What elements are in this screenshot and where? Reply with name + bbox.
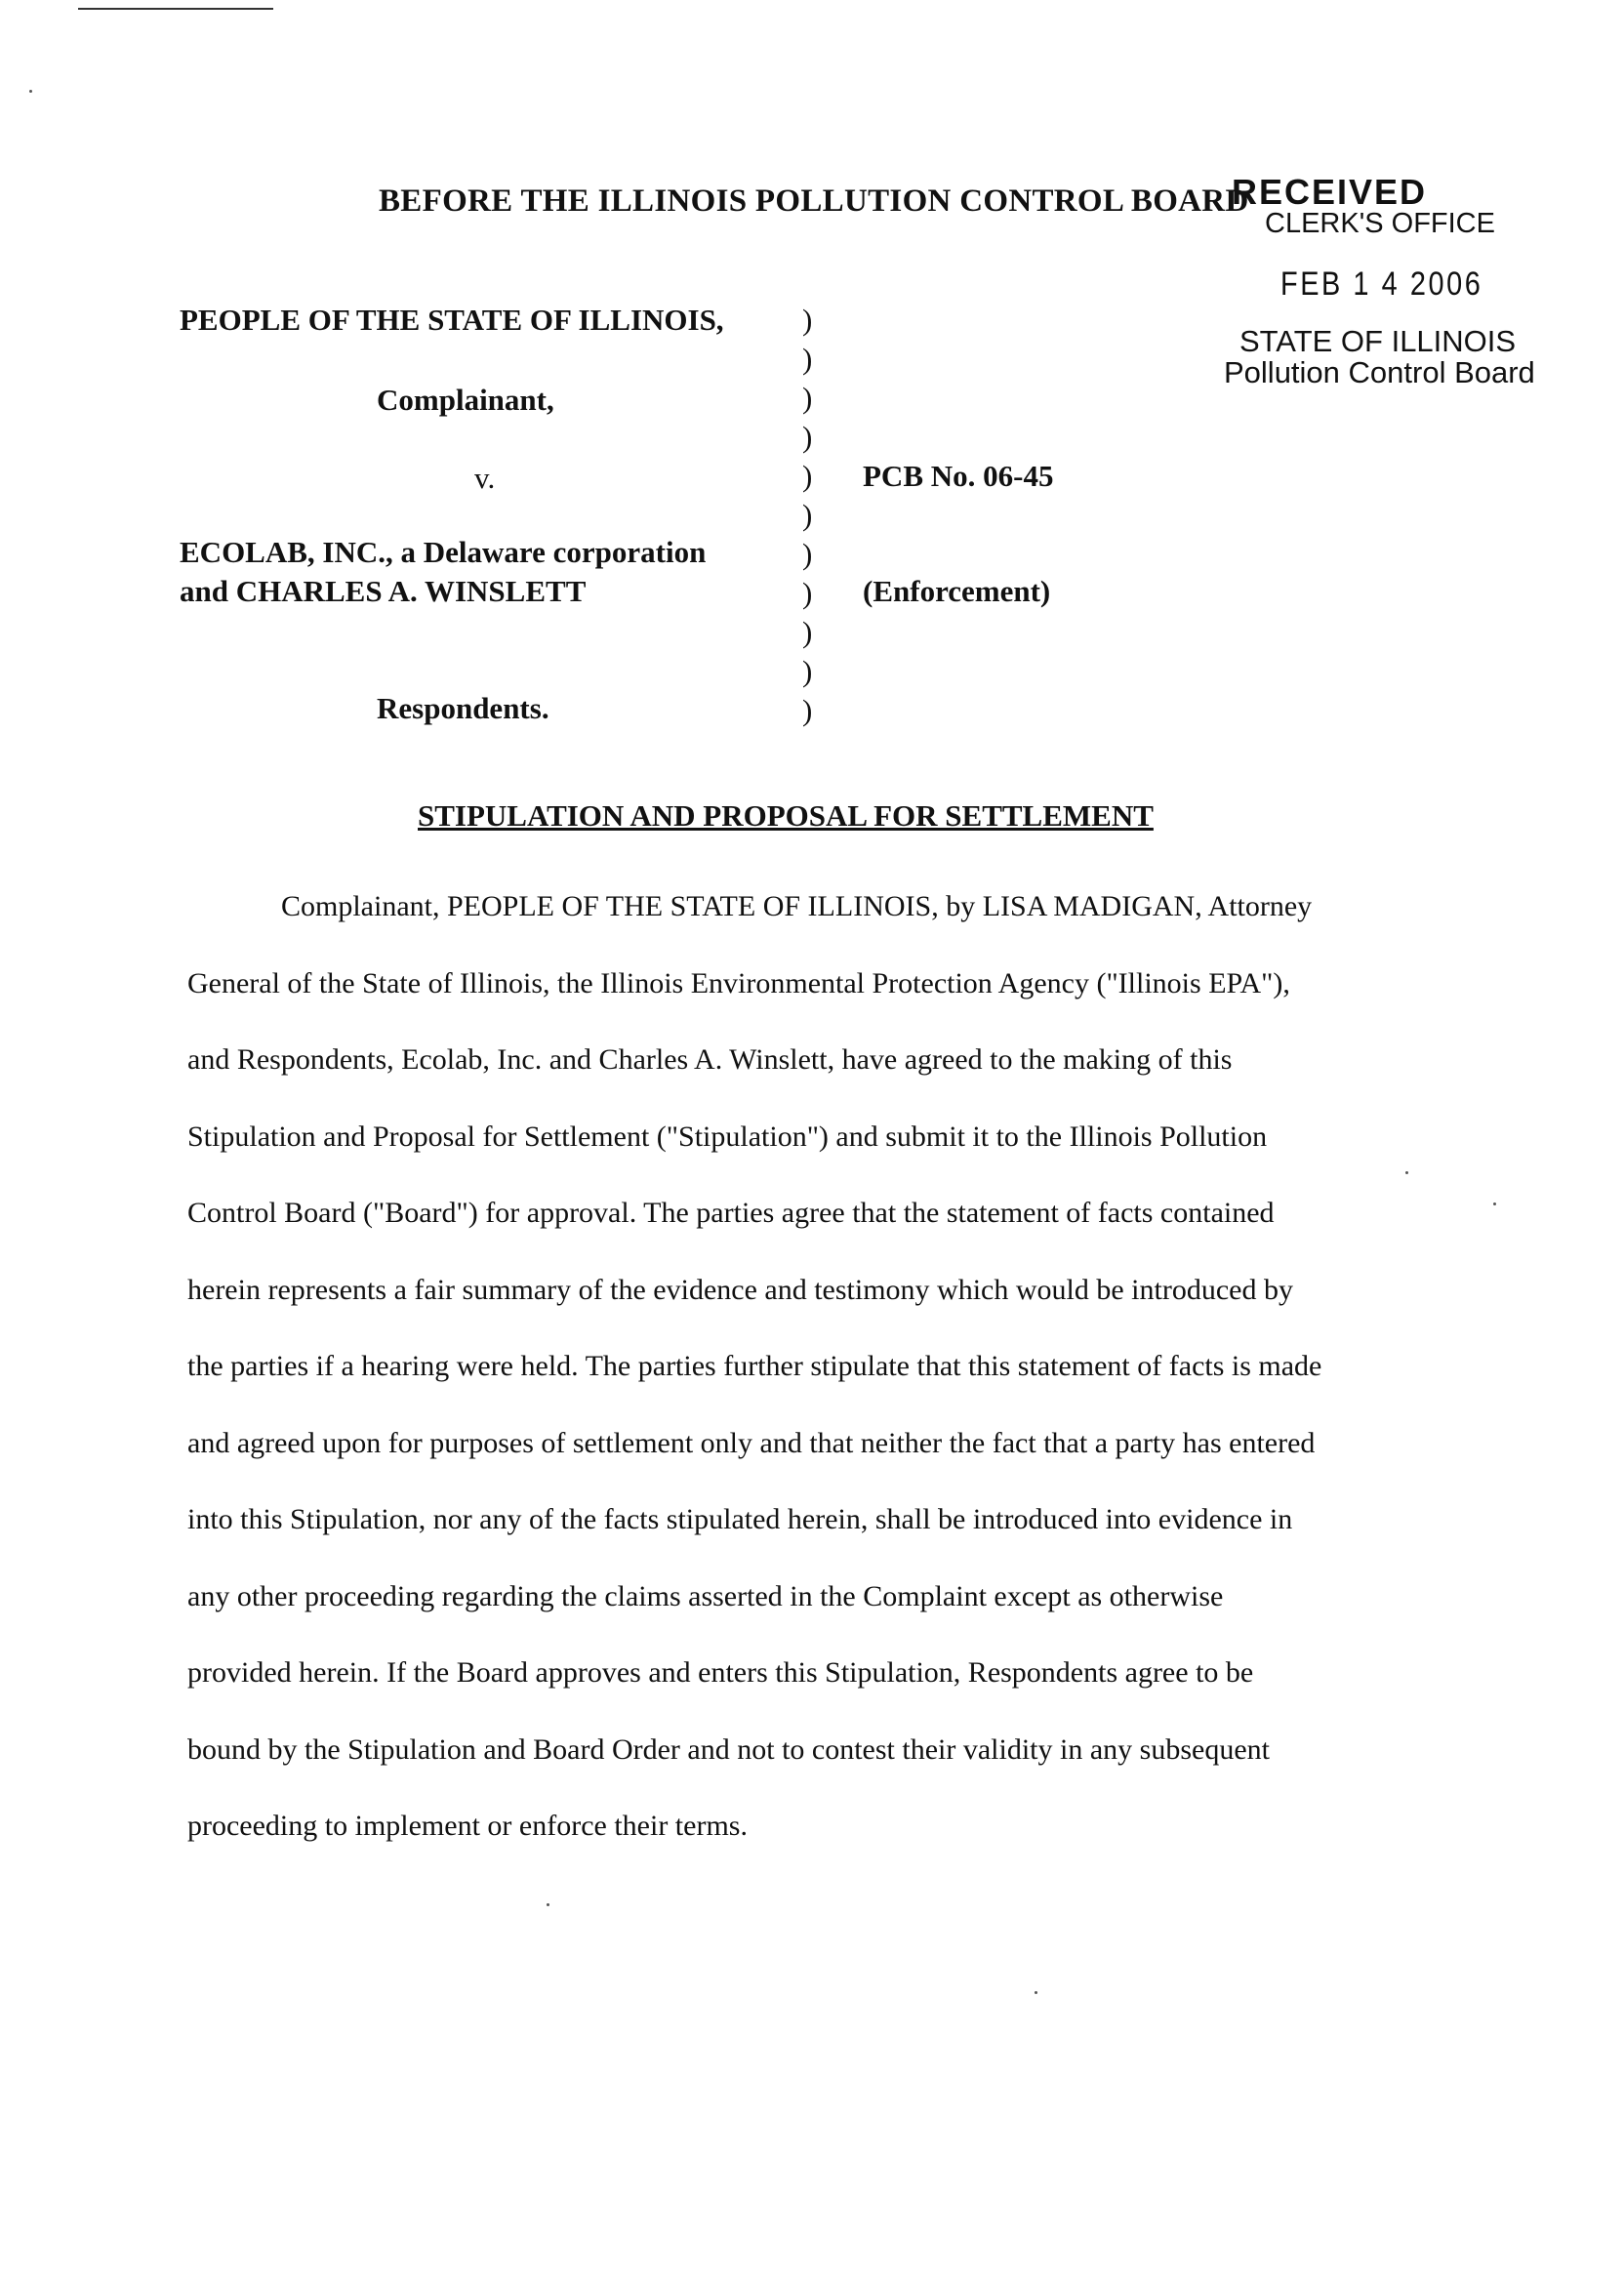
- body-line: and Respondents, Ecolab, Inc. and Charles A. Winslett, have agreed to the making of this: [187, 1043, 1233, 1076]
- stamp-received-text: RECEIVED: [1232, 172, 1428, 212]
- body-line: Control Board ("Board") for approval. The parties agree that the statement of facts contained: [187, 1197, 1275, 1229]
- scan-artifact-line: [78, 8, 273, 10]
- case-number: PCB No. 06-45: [863, 459, 1054, 493]
- body-line: bound by the Stipulation and Board Order and not to contest their validity in any subsequent: [187, 1732, 1270, 1766]
- body-line: provided herein. If the Board approves and enters this Stipulation, Respondents agree to be: [187, 1656, 1254, 1689]
- stamp-state: STATE OF ILLINOIS: [1239, 324, 1517, 358]
- caption-bracket: ): [802, 420, 813, 454]
- body-line: proceeding to implement or enforce their terms.: [187, 1810, 748, 1842]
- body-line: any other proceeding regarding the claims asserted in the Complaint except as otherwise: [187, 1579, 1224, 1612]
- caption-bracket: ): [802, 303, 813, 337]
- caption-defendant-line2: and CHARLES A. WINSLETT: [180, 574, 587, 608]
- body-line: the parties if a hearing were held. The parties further stipulate that this statement of facts is made: [187, 1350, 1322, 1382]
- document-heading: STIPULATION AND PROPOSAL FOR SETTLEMENT: [418, 798, 1154, 833]
- caption-bracket: ): [802, 459, 813, 493]
- caption-bracket: ): [802, 693, 813, 727]
- scan-speck: [1493, 1202, 1496, 1205]
- stamp-clerks-office: CLERK'S OFFICE: [1265, 208, 1495, 239]
- body-line: General of the State of Illinois, the Illinois Environmental Protection Agency ("Illinois EPA"),: [187, 966, 1290, 999]
- caption-bracket: ): [802, 576, 813, 610]
- caption-bracket: ): [802, 615, 813, 649]
- caption-bracket: ): [802, 537, 813, 571]
- body-line: herein represents a fair summary of the evidence and testimony which would be introduced by: [187, 1273, 1293, 1306]
- caption-defendant-role: Respondents.: [377, 691, 549, 725]
- caption-bracket: ): [802, 654, 813, 688]
- document-body: [187, 869, 1456, 1865]
- scan-speck: [547, 1903, 549, 1906]
- stamp-board: Pollution Control Board: [1224, 355, 1535, 389]
- caption-plaintiff-role: Complainant,: [377, 383, 554, 417]
- caption-defendant-line1: ECOLAB, INC., a Delaware corporation: [180, 535, 707, 569]
- body-line: and agreed upon for purposes of settlement only and that neither the fact that a party has entered: [187, 1426, 1316, 1459]
- court-title: BEFORE THE ILLINOIS POLLUTION CONTROL BOARD: [379, 183, 1249, 219]
- scan-speck: [29, 90, 32, 93]
- caption-versus: v.: [474, 461, 496, 495]
- body-line: Complainant, PEOPLE OF THE STATE OF ILLINOIS, by LISA MADIGAN, Attorney: [281, 890, 1313, 922]
- caption-bracket: ): [802, 498, 813, 532]
- caption-bracket: ): [802, 342, 813, 376]
- caption-plaintiff: PEOPLE OF THE STATE OF ILLINOIS,: [180, 303, 724, 337]
- scan-speck: [1035, 1991, 1037, 1994]
- body-line: Stipulation and Proposal for Settlement ("Stipulation") and submit it to the Illinois Pollution: [187, 1120, 1268, 1153]
- stamp-date: FEB 1 4 2006: [1280, 265, 1483, 303]
- body-line: into this Stipulation, nor any of the facts stipulated herein, shall be introduced into evidence in: [187, 1503, 1293, 1535]
- case-type: (Enforcement): [863, 574, 1051, 608]
- caption-bracket: ): [802, 381, 813, 415]
